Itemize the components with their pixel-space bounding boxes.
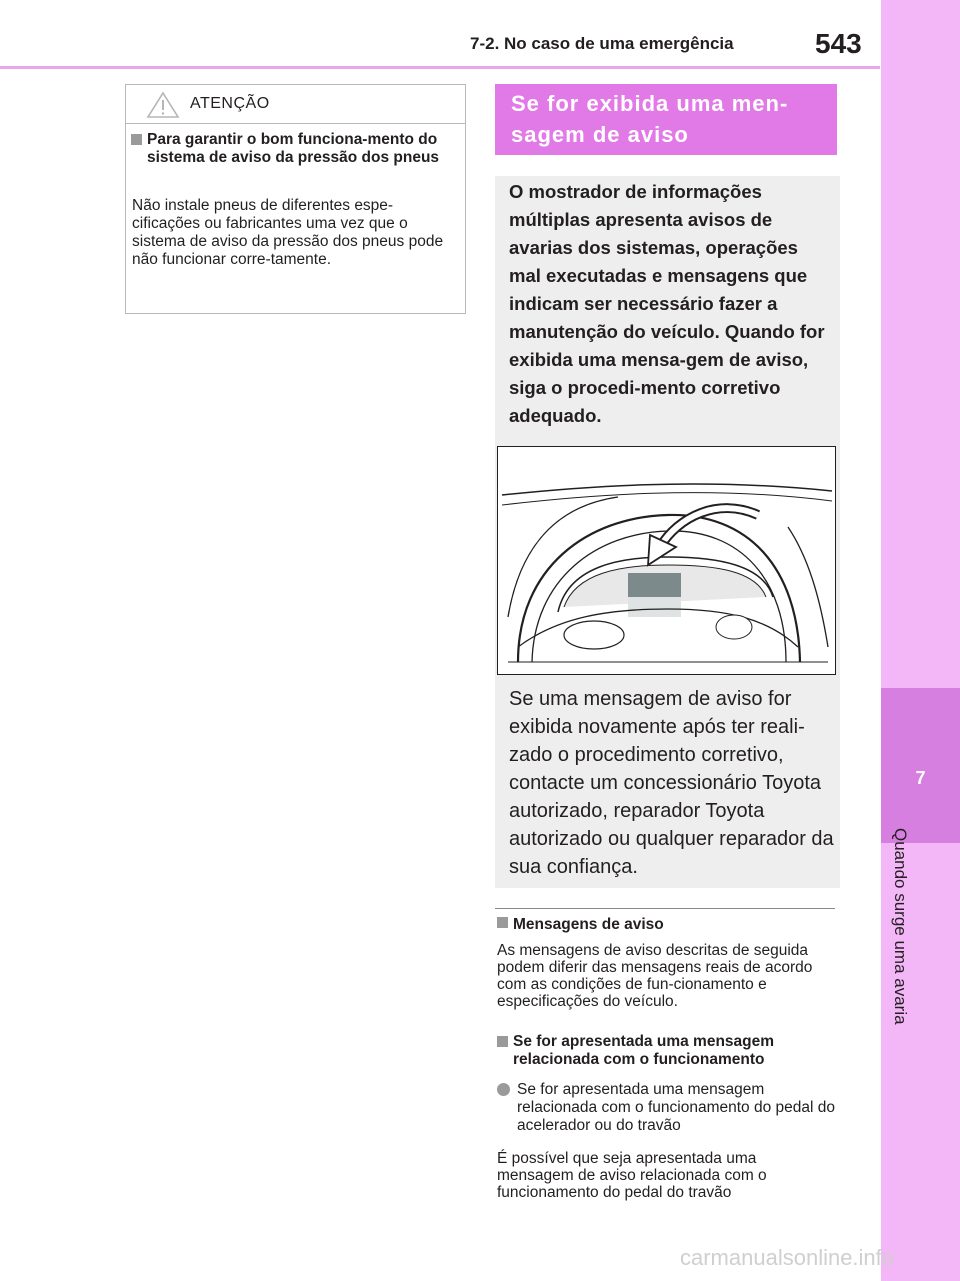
caution-box: [125, 84, 466, 314]
section-heading-banner: [495, 84, 837, 155]
instrument-cluster-illustration: [497, 446, 836, 675]
square-bullet-icon: [131, 134, 142, 145]
square-bullet-icon: [497, 917, 508, 928]
section-heading: Se for exibida uma men-sagem de aviso: [511, 91, 789, 147]
round-bullet-icon: [497, 1083, 510, 1096]
header-rule: [0, 66, 880, 69]
bullet-item: [497, 1081, 837, 1135]
divider: [495, 908, 835, 909]
chapter-label-wrap: [890, 828, 920, 1068]
final-text: É possível que seja apresentada uma mensagem de aviso relacionada com o funcionamento do pedal do travão: [497, 1150, 767, 1201]
square-bullet-icon: [497, 1036, 508, 1047]
caution-title: ATENÇÃO: [190, 95, 270, 112]
caution-subtitle-text: Para garantir o bom funciona-mento do sistema de aviso da pressão dos pneus: [147, 131, 440, 166]
sub-heading-row: [497, 1033, 837, 1069]
caution-header: [126, 85, 465, 124]
messages-body: As mensagens de aviso descritas de seguida podem diferir das mensagens reais de acordo com as condições de fun-cionamento e especificações do veículo.: [497, 942, 813, 1010]
warning-triangle-icon: [146, 91, 180, 119]
intro-text: O mostrador de informações múltiplas apresenta avisos de avarias dos sistemas, operações mal executadas e mensagens que indicam ser necessário fazer a manutenção do veículo. Quando for exibida uma mensa-gem de aviso, siga o procedi-mento corretivo adequado.: [509, 181, 825, 426]
chapter-label: Quando surge uma avaria: [891, 828, 910, 1025]
watermark: carmanualsonline.info: [680, 1245, 895, 1270]
messages-heading: Mensagens de aviso: [513, 916, 664, 933]
chapter-number: 7: [915, 768, 926, 788]
chapter-number-tab: [881, 688, 960, 843]
chapter-side-tab: [881, 0, 960, 1281]
caution-subtitle: [131, 131, 451, 167]
messages-heading-row: [497, 916, 837, 934]
sub-heading: Se for apresentada uma mensagem relacionada com o funcionamento: [513, 1033, 775, 1068]
bullet-item-text: Se for apresentada uma mensagem relacionada com o funcionamento do pedal do acelerador ou do travão: [517, 1081, 835, 1134]
caution-body: Não instale pneus de diferentes espe-cificações ou fabricantes uma vez que o sistema de aviso da pressão dos pneus pode não funcionar corre-tamente.: [132, 197, 444, 268]
dashboard-drawing: [498, 447, 835, 674]
section-title: 7-2. No caso de uma emergência: [470, 34, 734, 53]
note-text: Se uma mensagem de aviso for exibida novamente após ter reali-zado o procedimento corretivo, contacte um concessionário Toyota autorizado, reparador Toyota autorizado ou qualquer reparador da sua confiança.: [509, 688, 834, 878]
page-number: 543: [815, 28, 862, 59]
